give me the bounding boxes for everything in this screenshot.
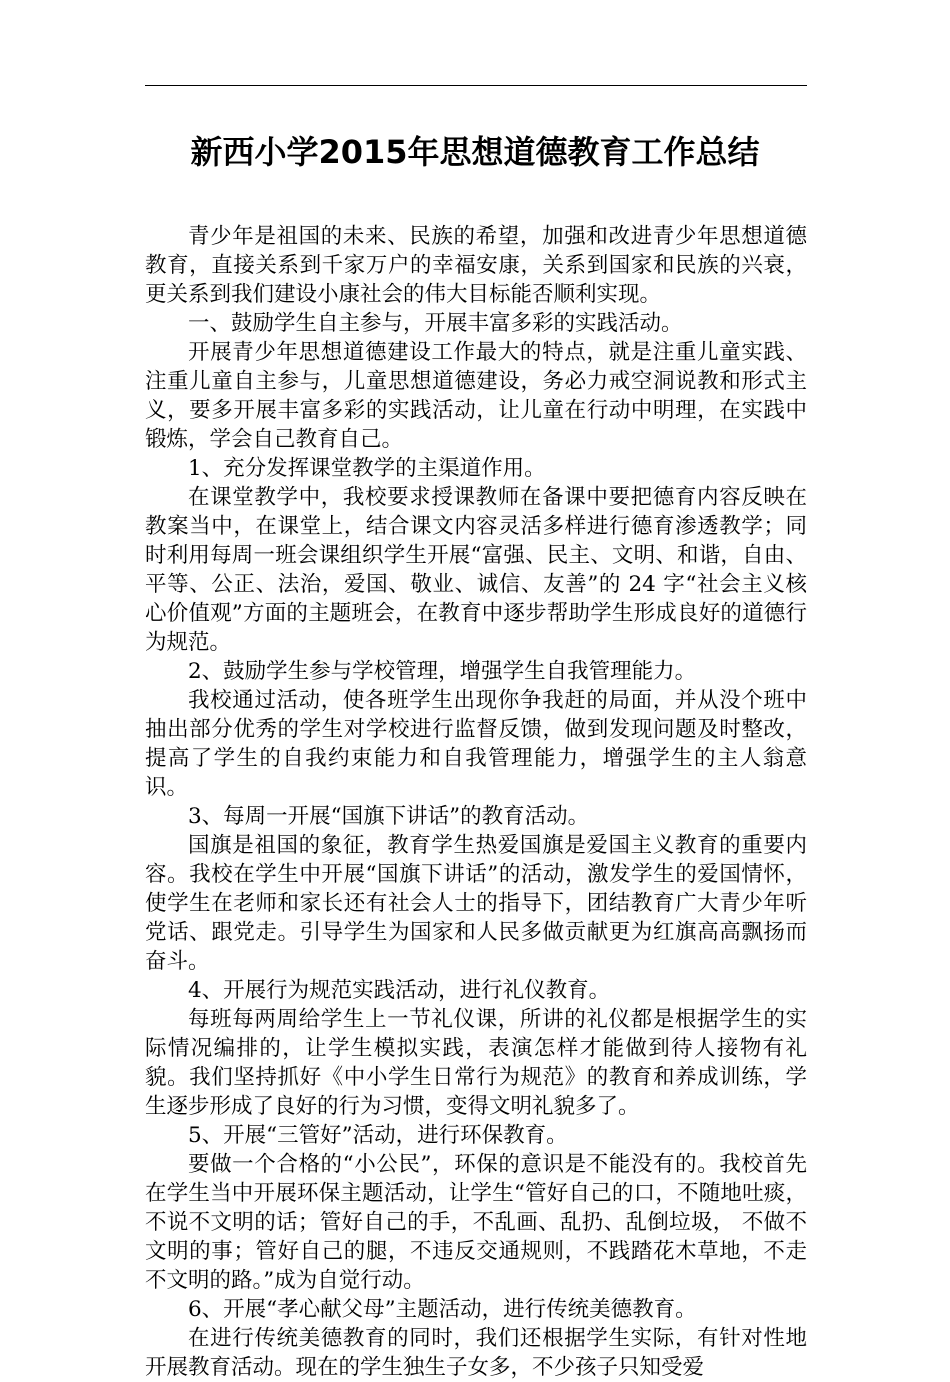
paragraph: 开展青少年思想道德建设工作最大的特点，就是注重儿童实践、注重儿童自主参与，儿童思想道德建设，务必力戒空洞说教和形式主义，要多开展丰富多彩的实践活动，让儿童在行动中明理，在实践中锻炼，学会自己教育自己。 bbox=[145, 340, 807, 452]
paragraph: 在进行传统美德教育的同时，我们还根据学生实际，有针对性地开展教育活动。现在的学生独生子女多，不少孩子只知受爱 bbox=[145, 1326, 807, 1380]
paragraph: 我校通过活动，使各班学生出现你争我赶的局面，并从没个班中抽出部分优秀的学生对学校进行监督反馈，做到发现问题及时整改，提高了学生的自我约束能力和自我管理能力，增强学生的主人翁意识。 bbox=[145, 688, 807, 800]
subheading-3: 3、每周一开展“国旗下讲话”的教育活动。 bbox=[188, 804, 590, 829]
subheading-2: 2、鼓励学生参与学校管理，增强学生自我管理能力。 bbox=[188, 659, 697, 684]
paragraph: 每班每两周给学生上一节礼仪课，所讲的礼仪都是根据学生的实际情况编排的，让学生模拟实践，表演怎样才能做到待人接物有礼貌。我们坚持抓好《中小学生日常行为规范》的教育和养成训练，学生逐步形成了良好的行为习惯，变得文明礼貌多了。 bbox=[145, 1007, 807, 1119]
section-heading-1: 一、鼓励学生自主参与，开展丰富多彩的实践活动。 bbox=[188, 311, 683, 336]
subheading-6: 6、开展“孝心献父母”主题活动，进行传统美德教育。 bbox=[188, 1297, 697, 1322]
subheading-5: 5、开展“三管好”活动，进行环保教育。 bbox=[188, 1123, 568, 1148]
document-body bbox=[145, 222, 807, 1382]
paragraph: 要做一个合格的“小公民”，环保的意识是不能没有的。我校首先在学生当中开展环保主题活动，让学生“管好自己的口，不随地吐痰，不说不文明的话；管好自己的手，不乱画、乱扔、乱倒垃圾， 不做不文明的事；管好自己的腿，不违反交通规则，不践踏花木草地，不走不文明的路。”成为自觉行动。 bbox=[145, 1152, 807, 1293]
paragraph: 国旗是祖国的象征，教育学生热爱国旗是爱国主义教育的重要内容。我校在学生中开展“国旗下讲话”的活动，激发学生的爱国情怀，使学生在老师和家长还有社会人士的指导下，团结教育广大青少年听党话、跟党走。引导学生为国家和人民多做贡献更为红旗高高飘扬而奋斗。 bbox=[145, 833, 807, 974]
header-rule bbox=[145, 85, 807, 86]
document-title: 新西小学2015年思想道德教育工作总结 bbox=[190, 133, 760, 171]
subheading-4: 4、开展行为规范实践活动，进行礼仪教育。 bbox=[188, 978, 611, 1003]
subheading-1: 1、充分发挥课堂教学的主渠道作用。 bbox=[188, 456, 546, 481]
paragraph: 在课堂教学中，我校要求授课教师在备课中要把德育内容反映在教案当中，在课堂上，结合课文内容灵活多样进行德育渗透教学；同时利用每周一班会课组织学生开展“富强、民主、文明、和谐，自由、平等、公正、法治，爱国、敬业、诚信、友善”的 24 字“社会主义核心价值观”方面的主题班会，在教育中逐步帮助学生形成良好的道德行为规范。 bbox=[145, 485, 807, 655]
paragraph-intro: 青少年是祖国的未来、民族的希望，加强和改进青少年思想道德教育，直接关系到千家万户的幸福安康，关系到国家和民族的兴衰，更关系到我们建设小康社会的伟大目标能否顺利实现。 bbox=[145, 224, 807, 307]
